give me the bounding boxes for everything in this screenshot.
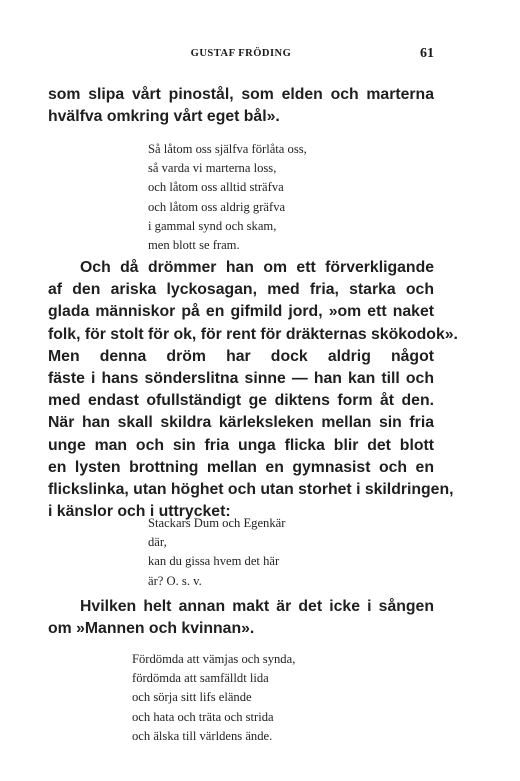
paragraph-line: om »Mannen och kvinnan». bbox=[48, 620, 255, 638]
verse-stanza-2 bbox=[148, 514, 285, 591]
paragraph-continuation bbox=[48, 84, 434, 128]
paragraph-line: med endast ofullständigt ge diktens form åt den. bbox=[48, 392, 434, 410]
verse-line: är? O. s. v. bbox=[148, 573, 202, 588]
paragraph-line: i känslor och i uttrycket: bbox=[48, 503, 231, 521]
verse-line: där, bbox=[148, 535, 167, 550]
page-number: 61 bbox=[420, 46, 434, 61]
paragraph-line: Och då drömmer han om ett förverkligande bbox=[80, 259, 434, 276]
verse-line: så varda vi marterna loss, bbox=[148, 161, 277, 176]
verse-line: och sörja sitt lifs elände bbox=[132, 690, 252, 705]
paragraph-line: Hvilken helt annan makt är det icke i sången bbox=[80, 598, 434, 615]
paragraph-main bbox=[48, 257, 458, 523]
paragraph-line: som slipa vårt pinostål, som elden och marterna bbox=[48, 86, 434, 103]
paragraph-line: hvälfva omkring vårt eget bål». bbox=[48, 108, 280, 126]
verse-line: och hata och träta och strida bbox=[132, 709, 274, 724]
verse-stanza-1 bbox=[148, 140, 307, 255]
verse-line: i gammal synd och skam, bbox=[148, 218, 277, 233]
paragraph-line: folk, för stolt för ok, för rent för dräkternas skökodok». bbox=[48, 325, 458, 343]
running-head-title: GUSTAF FRÖDING bbox=[190, 48, 292, 59]
verse-line: och älska till världens ände. bbox=[132, 728, 273, 743]
paragraph-line: en lysten brottning mellan en gymnasist och en bbox=[48, 458, 434, 476]
paragraph-line: glada människor på en gifmild jord, »om ett naket bbox=[48, 303, 434, 321]
paragraph-line: fäste i hans sönderslitna sinne — han kan till och bbox=[48, 370, 434, 388]
paragraph-line: Men denna dröm har dock aldrig något bbox=[48, 347, 434, 365]
paragraph-line: af den ariska lyckosagan, med fria, starka och bbox=[48, 281, 434, 299]
verse-line: Fördömda att vämjas och synda, bbox=[132, 652, 296, 666]
verse-line: och låtom oss aldrig gräfva bbox=[148, 199, 286, 214]
paragraph-line: När han skall skildra kärleksleken mellan sin fria bbox=[48, 414, 434, 432]
verse-line: Stackars Dum och Egenkär bbox=[148, 516, 286, 530]
paragraph-line: unge man och sin fria unga flicka blir det blott bbox=[48, 436, 434, 454]
verse-stanza-3 bbox=[132, 650, 295, 746]
verse-line: kan du gissa hvem det här bbox=[148, 554, 280, 569]
paragraph-closing bbox=[48, 596, 434, 640]
paragraph-line: flickslinka, utan höghet och utan storhet i skildringen, bbox=[48, 481, 454, 499]
verse-line: fördömda att samfälldt lida bbox=[132, 671, 269, 686]
verse-line: men blott se fram. bbox=[148, 238, 240, 253]
verse-line: Så låtom oss själfva förlåta oss, bbox=[148, 142, 307, 156]
running-head bbox=[48, 48, 434, 64]
verse-line: och låtom oss alltid sträfva bbox=[148, 180, 284, 195]
